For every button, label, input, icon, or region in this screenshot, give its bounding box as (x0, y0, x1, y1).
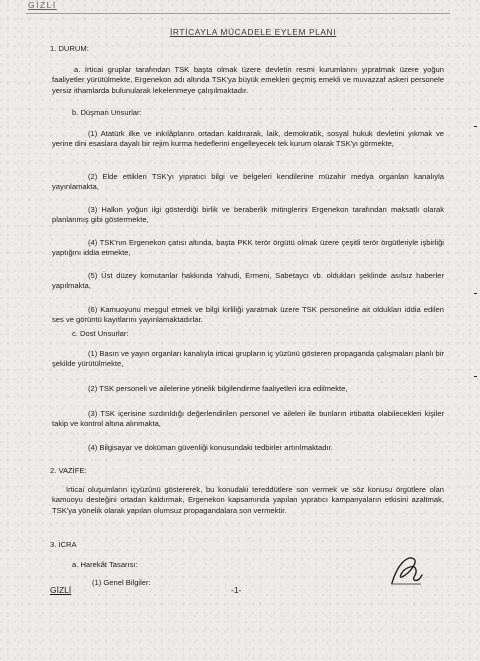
section-vazife-heading: 2. VAZİFE: (50, 466, 87, 475)
section-vazife-paragraph: İrticai oluşumların içyüzünü göstererek, bu konudaki tereddütlere son vermek ve söz konusu örgütlere olan kamuoyu desteğini ortadan kaldırmak, Ergenekon kapsamında yapılan yıpratıcı kampanyaların etkisini azaltmak, TSK'ya yönelik olarak yapılan olumsuz propagandalara son vermektir. (52, 485, 444, 515)
header-rule (26, 13, 450, 14)
section-c-item-3: (3) TSK içerisine sızdırıldığı değerlendirilen personel ve aileleri ile bunların irtibatta olabilecekleri kişiler takip ve kontrol altına alınmakta, (52, 409, 444, 429)
section-icra-sub-1: (1) Genel Bilgiler: (92, 578, 151, 587)
section-c-item-2: (2) TSK personeli ve ailelerine yönelik bilgilendirme faaliyetleri icra edilmekte, (88, 384, 348, 393)
section-a-paragraph: a. İrticai gruplar tarafından TSK başta olmak üzere devletin resmi kurumlarını yıpratmak üzere yoğun faaliyetler yürütülmekte, Ergenekon adı altında TSK'ya büyük emekleri geçmiş emekli ve muvazzaf askeri personele yersiz ithamlarda bulunularak lekelenmeye çalışılmaktadır. (52, 65, 444, 95)
scan-mark (474, 293, 477, 294)
section-b-item-4: (4) TSK'nın Ergenekon çatısı altında, başta PKK terör örgütü olmak üzere çeşitli terör örgütleriyle işbirliği yaptığını iddia etmekte, (52, 238, 444, 258)
footer-classification: GİZLİ (50, 585, 72, 595)
section-b-item-2: (2) Elde ettikleri TSK'yı yıpratıcı bilgi ve belgeleri kendilerine müzahir medya organları kanalıyla yayınlamakta, (52, 172, 444, 192)
section-b-heading: b. Düşman Unsurlar: (72, 108, 142, 117)
header-classification: GİZLİ (28, 0, 57, 10)
page-number: -1- (231, 585, 242, 595)
section-b-item-6: (6) Kamuoyunu meşgul etmek ve bilgi kirliliği yaratmak üzere TSK personeline ait oldukları iddia edilen ses ve görüntü kayıtlarını yayınlamaktadırlar. (52, 305, 444, 325)
section-icra-heading: 3. İCRA (50, 540, 77, 549)
section-icra-sub-a: a. Harekât Tasarısı: (72, 560, 138, 569)
signature (388, 553, 424, 587)
scan-mark (474, 126, 477, 127)
section-c-heading: c. Dost Unsurlar: (72, 329, 129, 338)
section-c-item-4: (4) Bilgisayar ve doküman güvenliği konusundaki tedbirler artırılmaktadır. (88, 443, 333, 452)
section-c-item-1: (1) Basın ve yayın organları kanalıyla irticai grupların iç yüzünü gösteren propaganda çalışmaları planlı bir şekilde yürütülmekte, (52, 349, 444, 369)
section-durum-heading: 1. DURUM: (50, 44, 89, 53)
section-b-item-5: (5) Üst düzey komutanlar hakkında Yahudi, Ermeni, Sabetaycı vb. oldukları şeklinde asılsız haberler yapılmakta, (52, 271, 444, 291)
scan-mark (474, 376, 477, 377)
section-b-item-1: (1) Atatürk ilke ve inkılâplarını ortadan kaldırarak, laik, demokratik, sosyal hukuk devletini yıkmak ve yerine dini esaslara dayalı bir rejim kurma hedeflerini engelleyecek tek kurum olarak TSK'yı görmekte, (52, 129, 444, 149)
document-title: İRTİCAYLA MÜCADELE EYLEM PLANI (170, 27, 337, 37)
section-b-item-3: (3) Halkın yoğun ilgi gösterdiği birlik ve beraberlik mitinglerini Ergenekon tarafından maksatlı olarak planlanmış gibi göstermekte, (52, 205, 444, 225)
